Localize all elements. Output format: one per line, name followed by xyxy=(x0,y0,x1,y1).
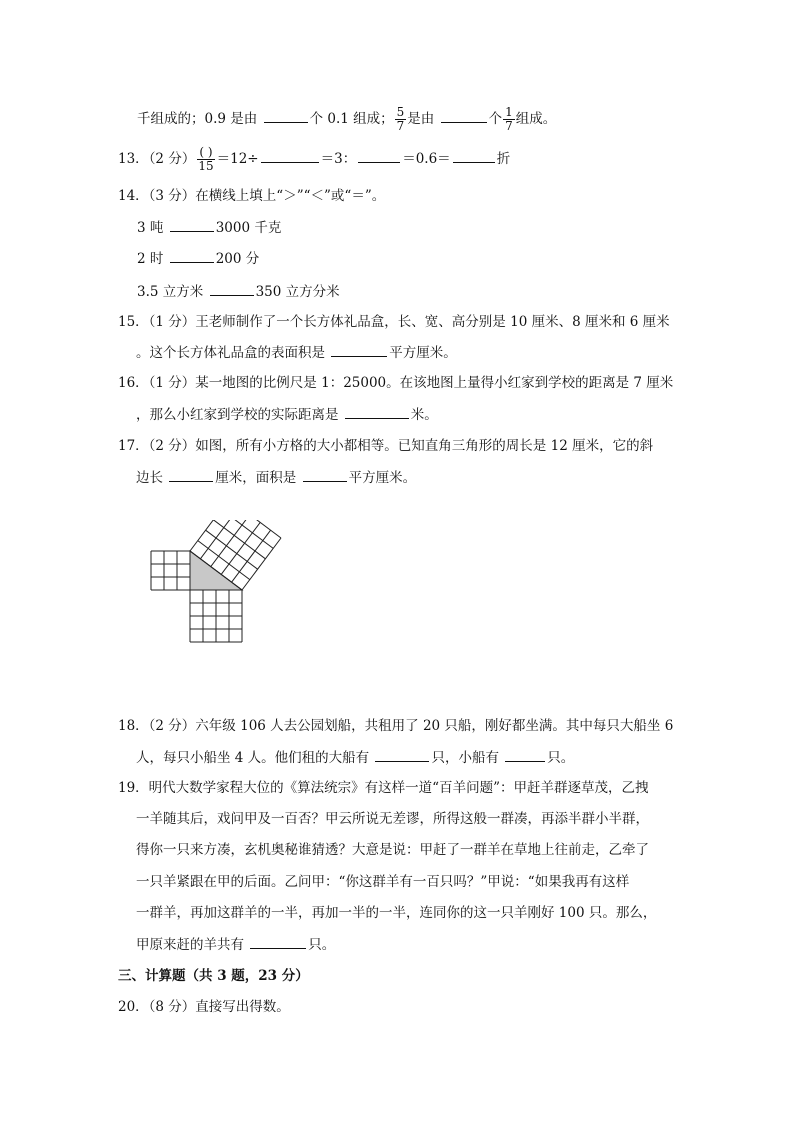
q17-text-2: 边长 xyxy=(136,470,163,486)
q17-text-1: 17．（2 分）如图，所有小方格的大小都相等。已知直角三角形的周长是 12 厘米，它的斜 xyxy=(118,438,654,454)
question-18-line2 xyxy=(136,747,574,768)
answer-blank[interactable] xyxy=(170,248,214,263)
q12-text-a: 千组成的；0.9 是由 xyxy=(137,111,258,127)
q18-text-3: 只，小船有 xyxy=(431,750,499,766)
q14-item-b xyxy=(137,248,259,269)
q15-text-2: 。这个长方体礼品盒的表面积是 xyxy=(136,345,325,361)
fraction-1-7 xyxy=(503,106,515,133)
answer-blank[interactable] xyxy=(170,217,214,232)
pythagoras-figure xyxy=(136,520,316,712)
question-17 xyxy=(118,436,653,456)
answer-blank[interactable] xyxy=(169,467,213,482)
fraction-denominator: 7 xyxy=(396,119,405,133)
fraction-numerator: 5 xyxy=(396,105,405,119)
question-16 xyxy=(118,373,673,393)
q16-text-3: 米。 xyxy=(410,407,438,423)
fraction-blank-15 xyxy=(196,146,215,173)
q14-item-c xyxy=(137,281,340,302)
q20-text: 20．（8 分）直接写出得数。 xyxy=(118,999,290,1015)
answer-blank[interactable] xyxy=(345,404,409,419)
fraction-numerator: ( ) xyxy=(199,145,213,159)
answer-blank[interactable] xyxy=(210,281,254,296)
grid-line xyxy=(221,520,273,548)
answer-blank[interactable] xyxy=(453,148,495,163)
q12-text-b: 个 0.1 组成； xyxy=(309,111,394,127)
fraction-5-7 xyxy=(395,106,407,133)
section-title: 三、计算题（共 3 题，23 分） xyxy=(118,968,309,984)
question-14 xyxy=(118,186,385,206)
q19-text-7: 只。 xyxy=(308,937,336,953)
fraction-numerator: 1 xyxy=(505,105,513,119)
question-score: （2 分） xyxy=(148,151,196,167)
question-number: 13． xyxy=(118,151,149,167)
question-19-line4 xyxy=(136,872,629,892)
question-19-line3 xyxy=(136,840,649,860)
question-15-line2 xyxy=(136,342,457,363)
question-13 xyxy=(118,146,510,173)
q18-text-4: 只。 xyxy=(547,750,575,766)
q19-text-4: 一只羊紧跟在甲的后面。乙问甲：“你这群羊有一百只吗？”甲说：“如果我再有这样 xyxy=(136,874,630,890)
answer-blank[interactable] xyxy=(505,747,545,762)
q13-text-a: ＝12÷ xyxy=(216,151,259,167)
q15-text-3: 平方厘米。 xyxy=(389,345,457,361)
q19-text-3: 得你一只来方凑，玄机奥秘谁猜透？大意是说：甲赶了一群羊在草地上往前走，乙牵了 xyxy=(136,842,649,858)
answer-blank[interactable] xyxy=(264,108,308,123)
question-19-line5 xyxy=(136,903,656,923)
q14b-right: 200 分 xyxy=(215,251,260,267)
q14-text: 14．（3 分）在横线上填上“＞”“＜”或“＝”。 xyxy=(118,188,386,204)
q12-continuation xyxy=(137,106,556,133)
q17-text-4: 平方厘米。 xyxy=(348,470,417,486)
answer-blank[interactable] xyxy=(331,342,387,357)
q13-text-c: ＝0.6＝ xyxy=(402,151,451,167)
q14a-right: 3000 千克 xyxy=(215,220,282,236)
q16-text-2: ，那么小红家到学校的实际距离是 xyxy=(136,407,339,423)
question-19-line6 xyxy=(136,934,335,955)
q19-text-1: 19．明代大数学家程大位的《算法统宗》有这样一道“百羊问题”：甲赶羊群逐草茂，乙拽 xyxy=(118,780,649,796)
q14c-right: 350 立方分米 xyxy=(255,284,340,300)
answer-blank[interactable] xyxy=(250,934,306,949)
q14-item-a xyxy=(137,217,281,238)
q19-text-5: 一群羊，再加这群羊的一半，再加一半的一半，连同你的这一只羊刚好 100 只。那么， xyxy=(136,905,657,921)
q12-text-e: 组成。 xyxy=(515,111,557,127)
q19-text-2: 一羊随其后，戏问甲及一百否？甲云所说无差谬，所得这般一群凑，再添半群小半群， xyxy=(136,811,649,827)
q12-text-c: 是由 xyxy=(407,111,435,127)
question-20 xyxy=(118,997,290,1017)
question-18 xyxy=(118,716,673,736)
question-17-line2 xyxy=(136,467,416,488)
q13-text-b: ＝3： xyxy=(320,151,357,167)
fraction-denominator: 7 xyxy=(505,119,513,133)
q12-text-d: 个 xyxy=(488,111,503,127)
answer-blank[interactable] xyxy=(358,148,400,163)
q15-text-1: 15．（1 分）王老师制作了一个长方体礼品盒，长、宽、高分别是 10 厘米、8 厘米和 6 厘米 xyxy=(118,314,670,330)
q14b-left: 2 时 xyxy=(137,251,164,267)
answer-blank[interactable] xyxy=(375,747,429,762)
question-19-line2 xyxy=(136,809,649,829)
question-15 xyxy=(118,312,670,332)
q18-text-1: 18．（2 分）六年级 106 人去公园划船，共租用了 20 只船，刚好都坐满。其中每只大船坐 6 xyxy=(118,718,674,734)
q13-text-d: 折 xyxy=(496,151,511,167)
q16-text-1: 16．（1 分）某一地图的比例尺是 1：25000。在该地图上量得小红家到学校的距离是 7 厘米 xyxy=(118,375,674,391)
question-16-line2 xyxy=(136,404,438,425)
fraction-denominator: 15 xyxy=(198,159,214,173)
q18-text-2: 人，每只小船坐 4 人。他们租的大船有 xyxy=(136,750,370,766)
q17-text-3: 厘米，面积是 xyxy=(215,470,297,486)
answer-blank[interactable] xyxy=(441,108,487,123)
section-heading-3 xyxy=(118,966,309,986)
q19-text-6: 甲原来赶的羊共有 xyxy=(136,937,244,953)
question-19 xyxy=(118,778,648,798)
answer-blank[interactable] xyxy=(303,467,347,482)
q14c-left: 3.5 立方米 xyxy=(137,284,204,300)
grid-line xyxy=(200,520,239,559)
q14a-left: 3 吨 xyxy=(137,220,164,236)
answer-blank[interactable] xyxy=(261,148,319,163)
